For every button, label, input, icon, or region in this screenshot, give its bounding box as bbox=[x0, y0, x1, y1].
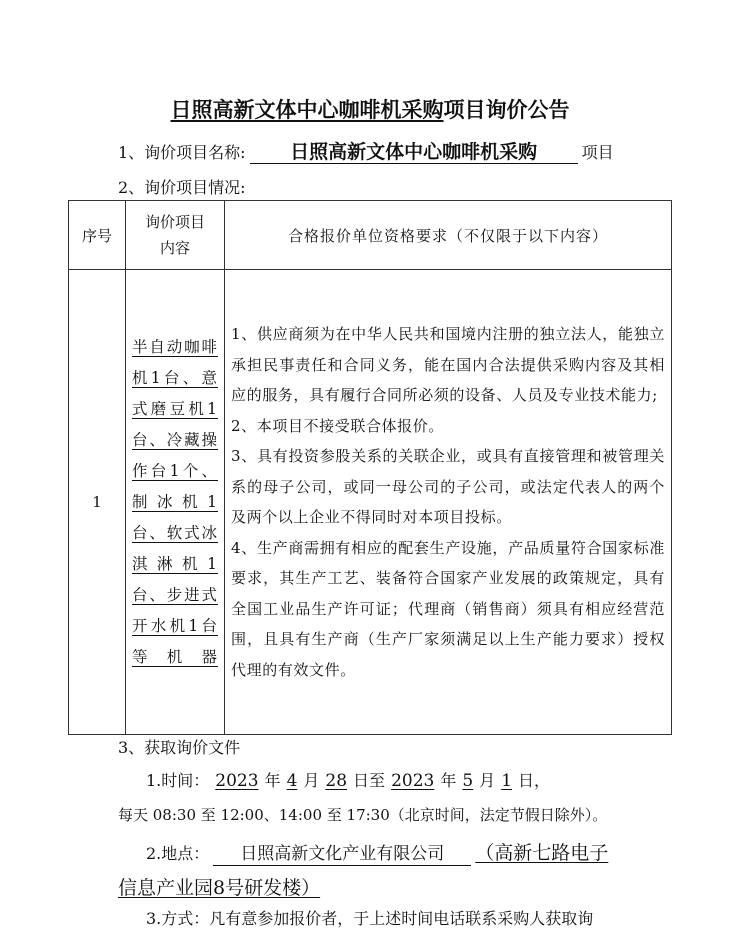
row-items-cell bbox=[126, 270, 225, 735]
requirement-3: 3、具有投资参股关系的关联企业，或具有直接管理和被管理关系的母子公司，或同一母公司的子公司，或法定代表人的两个及两个以上企业不得同时对本项目投标。 bbox=[231, 447, 665, 526]
table-row bbox=[69, 270, 672, 735]
row-requirements bbox=[225, 270, 672, 735]
section-project-status-heading: 2、询价项目情况: bbox=[118, 178, 246, 197]
time-line bbox=[146, 768, 550, 791]
start-year-unit: 年 bbox=[264, 771, 281, 790]
title-suffix: 项目询价公告 bbox=[443, 97, 570, 122]
place-line bbox=[146, 838, 608, 866]
end-day: 1 bbox=[501, 771, 513, 791]
row-index: 1 bbox=[69, 270, 126, 735]
requirement-1: 1、供应商须为在中华人民共和国境内注册的独立法人，能独立承担民事责任和合同义务，能在国内合法提供采购内容及其相应的服务，具有履行合同所必须的设备、人员及专业技术能力; bbox=[231, 325, 665, 404]
section1-label: 1、询价项目名称: bbox=[118, 143, 246, 162]
header-content-line2: 内容 bbox=[159, 239, 190, 257]
start-month: 4 bbox=[286, 771, 298, 791]
start-day-unit: 日至 bbox=[353, 771, 386, 790]
requirement-2: 2、本项目不接受联合体报价。 bbox=[231, 416, 444, 435]
requirement-4: 4、生产商需拥有相应的配套生产设施，产品质量符合国家标准要求，其生产工艺、装备符合国家产业发展的政策规定，具有全国工业品生产许可证；代理商（销售商）须具有相应经营范围，且具有生产商（生产厂家须满足以上生产能力要求）授权代理的有效文件。 bbox=[231, 538, 665, 679]
header-index: 序号 bbox=[69, 201, 126, 270]
time-prefix: 1.时间： bbox=[146, 771, 210, 790]
place-address-part2-text: 信息产业园8号研发楼） bbox=[118, 877, 321, 899]
method-line: 3.方式：凡有意参加报价者，于上述时间电话联系采购人获取询 bbox=[146, 909, 594, 928]
place-address-part1: （高新七路电子 bbox=[475, 842, 609, 864]
end-year: 2023 bbox=[391, 771, 435, 791]
end-month: 5 bbox=[462, 771, 474, 791]
place-prefix: 2.地点： bbox=[146, 844, 210, 863]
section-get-documents-heading: 3、获取询价文件 bbox=[118, 738, 241, 757]
end-year-unit: 年 bbox=[440, 771, 457, 790]
table-header-row bbox=[69, 201, 672, 270]
header-requirements: 合格报价单位资格要求（不仅限于以下内容） bbox=[225, 201, 672, 270]
start-year: 2023 bbox=[215, 771, 259, 791]
start-month-unit: 月 bbox=[303, 771, 320, 790]
header-content-line1: 询价项目 bbox=[144, 213, 205, 231]
row-items bbox=[132, 332, 218, 673]
title-project-name: 日照高新文体中心咖啡机采购 bbox=[170, 97, 444, 122]
place-address-part2 bbox=[118, 873, 320, 900]
page-title bbox=[0, 94, 740, 124]
daily-hours: 每天 08:30 至 12:00、14:00 至 17:30（北京时间，法定节假日除外）。 bbox=[118, 806, 608, 824]
section1-value: 日照高新文体中心咖啡机采购 bbox=[250, 141, 578, 164]
requirements-table bbox=[68, 200, 672, 735]
section-project-name bbox=[118, 140, 614, 164]
section1-suffix: 项目 bbox=[581, 143, 614, 162]
header-content bbox=[126, 201, 225, 270]
row-items-text: 半自动咖啡机1台、意式磨豆机1台、冷藏操作台1个、制冰机1台、软式冰淇淋机1台、步进式开水机1台等机器 bbox=[132, 337, 218, 666]
end-month-unit: 月 bbox=[479, 771, 496, 790]
place-company: 日照高新文化产业有限公司 bbox=[213, 843, 471, 866]
end-day-unit: 日， bbox=[518, 771, 551, 790]
start-day: 28 bbox=[325, 771, 348, 791]
